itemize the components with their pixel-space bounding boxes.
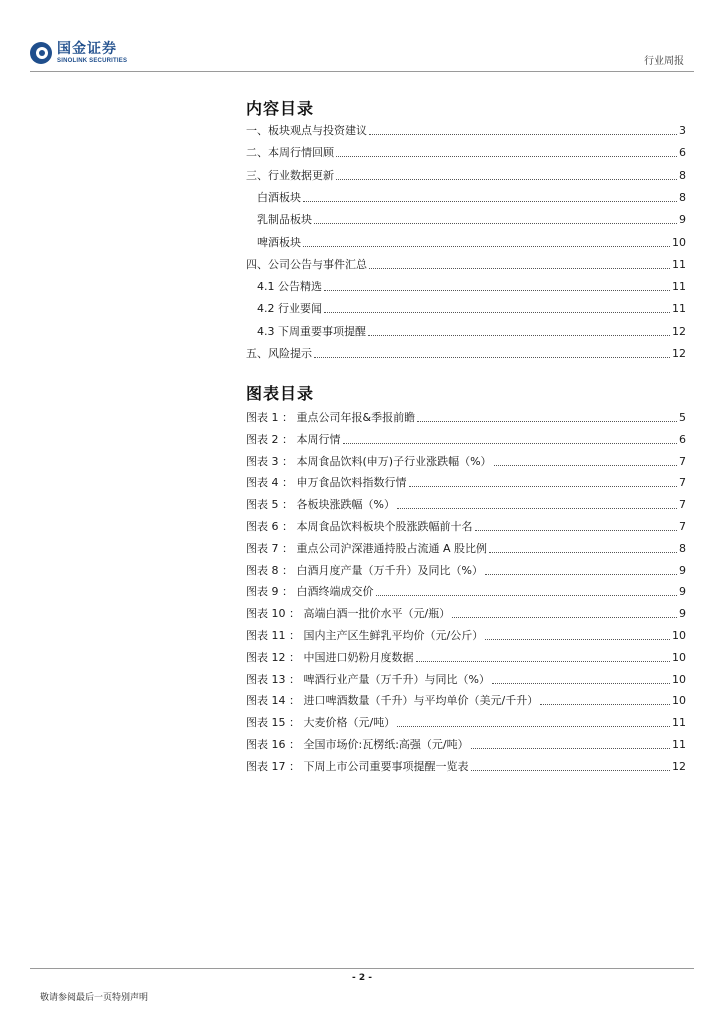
logo-chinese-name: 国金证券 — [57, 41, 117, 57]
logo-english-name: SINOLINK SECURITIES — [57, 58, 128, 64]
toc-entry[interactable] — [246, 563, 686, 579]
logo-icon — [30, 42, 52, 64]
dot-leader — [452, 616, 677, 618]
dot-leader — [485, 573, 677, 575]
dot-leader — [303, 200, 677, 202]
company-logo — [30, 38, 127, 68]
toc-entry-label: 4.2 行业要闻 — [257, 302, 322, 316]
dot-leader — [492, 682, 670, 684]
toc-entry[interactable] — [246, 301, 686, 317]
toc-entry-page: 10 — [672, 650, 686, 664]
toc-entry-label: 图表 14 ： 进口啤酒数量（千升）与平均单价（美元/千升） — [246, 694, 539, 708]
toc-entry-page: 9 — [679, 213, 686, 227]
toc-entry-page: 8 — [679, 190, 686, 204]
toc-entry[interactable] — [246, 497, 686, 513]
toc-entry-label: 图表 3 ： 本周食品饮料(申万)子行业涨跌幅（%） — [246, 454, 492, 468]
dot-leader — [369, 133, 677, 135]
dot-leader — [324, 311, 670, 313]
toc-entry-page: 9 — [679, 563, 686, 577]
toc-entry-page: 10 — [672, 694, 686, 708]
dot-leader — [475, 529, 678, 531]
toc-entry-label: 图表 9 ： 白酒终端成交价 — [246, 585, 374, 599]
toc-entry-label: 四、公司公告与事件汇总 — [246, 257, 367, 271]
toc-entry-label: 图表 1 ： 重点公司年报&季报前瞻 — [246, 411, 416, 424]
toc-entry-label: 图表 2 ： 本周行情 — [246, 432, 341, 446]
toc-entry-page: 10 — [672, 629, 686, 642]
dot-leader — [397, 507, 677, 509]
toc-entry-label: 图表 6 ： 本周食品饮料板块个股涨跌幅前十名 — [246, 520, 473, 533]
toc-entry-page: 6 — [679, 146, 686, 160]
toc-entry[interactable] — [246, 123, 686, 139]
toc-entry-page: 7 — [679, 476, 686, 490]
toc-entry[interactable] — [246, 737, 686, 753]
dot-leader — [314, 222, 677, 224]
dot-leader — [314, 356, 670, 358]
toc-entry-page: 11 — [672, 280, 686, 294]
dot-leader — [409, 485, 678, 487]
toc-entry-label: 图表 16 ： 全国市场价:瓦楞纸:高强（元/吨） — [246, 738, 469, 751]
toc-entry[interactable] — [246, 432, 686, 448]
toc-entry-label: 图表 7 ： 重点公司沪深港通持股占流通 A 股比例 — [246, 541, 488, 555]
toc-entry-page: 11 — [672, 738, 686, 751]
toc-entry-page: 3 — [679, 124, 686, 137]
toc-entry-label: 一、板块观点与投资建议 — [246, 124, 367, 137]
dot-leader — [397, 725, 670, 727]
toc-entry[interactable] — [246, 168, 686, 184]
dot-leader — [369, 267, 670, 269]
toc-entry-page: 7 — [679, 520, 686, 533]
toc-entry[interactable] — [246, 672, 686, 688]
dot-leader — [343, 442, 678, 444]
dot-leader — [303, 245, 670, 247]
footer-divider — [30, 968, 694, 969]
toc-entry-page: 5 — [679, 411, 686, 424]
dot-leader — [336, 178, 677, 180]
toc-entry[interactable] — [246, 212, 686, 228]
toc-entry[interactable] — [246, 410, 686, 426]
toc-entry[interactable] — [246, 759, 686, 775]
contents-title: 内容目录 — [246, 99, 315, 118]
toc-entry[interactable] — [246, 693, 686, 709]
toc-entry-label: 图表 4 ： 申万食品饮料指数行情 — [246, 476, 407, 490]
dot-leader — [540, 703, 670, 705]
toc-entry-label: 图表 5 ： 各板块涨跌幅（%） — [246, 498, 395, 512]
toc-entry[interactable] — [246, 584, 686, 600]
toc-entry[interactable] — [246, 519, 686, 535]
toc-entry-label: 图表 17 ： 下周上市公司重要事项提醒一览表 — [246, 759, 469, 773]
report-type: 行业周报 — [644, 56, 684, 67]
toc-entry-page: 12 — [672, 347, 686, 360]
toc-entry-page: 10 — [672, 672, 686, 686]
dot-leader — [376, 594, 678, 596]
figures-title: 图表目录 — [246, 384, 315, 403]
toc-entry[interactable] — [246, 454, 686, 470]
toc-entry-label: 五、风险提示 — [246, 347, 312, 360]
toc-entry[interactable] — [246, 628, 686, 644]
toc-entry-label: 4.3 下周重要事项提醒 — [257, 324, 366, 338]
toc-entry-label: 图表 8 ： 白酒月度产量（万千升）及同比（%） — [246, 563, 483, 577]
dot-leader — [485, 638, 670, 640]
disclaimer: 敬请参阅最后一页特别声明 — [40, 993, 149, 1003]
toc-entry-label: 图表 10 ： 高端白酒一批价水平（元/瓶） — [246, 607, 451, 621]
dot-leader — [336, 155, 677, 157]
toc-entry-label: 图表 15 ： 大麦价格（元/吨） — [246, 716, 396, 730]
toc-entry[interactable] — [246, 257, 686, 273]
dot-leader — [494, 464, 677, 466]
toc-entry-page: 9 — [679, 607, 686, 621]
dot-leader — [471, 747, 670, 749]
toc-entry-page: 7 — [679, 454, 686, 468]
toc-entry-page: 10 — [672, 235, 686, 249]
toc-entry-page: 11 — [672, 716, 686, 730]
toc-entry[interactable] — [246, 715, 686, 731]
toc-entry[interactable] — [246, 650, 686, 666]
dot-leader — [324, 289, 670, 291]
toc-entry[interactable] — [246, 346, 686, 362]
toc-entry[interactable] — [246, 475, 686, 491]
toc-entry-label: 图表 12 ： 中国进口奶粉月度数据 — [246, 650, 414, 664]
toc-entry[interactable] — [246, 279, 686, 295]
toc-entry-label: 图表 11 ： 国内主产区生鲜乳平均价（元/公斤） — [246, 629, 484, 642]
dot-leader — [368, 334, 670, 336]
toc-entry-page: 8 — [679, 168, 686, 182]
toc-entry-page: 7 — [679, 498, 686, 512]
toc-entry-page: 11 — [672, 257, 686, 271]
toc-entry-page: 12 — [672, 324, 686, 338]
page-number: - 2 - — [352, 973, 372, 983]
toc-entry-page: 12 — [672, 759, 686, 773]
toc-entry[interactable] — [246, 541, 686, 557]
dot-leader — [489, 551, 677, 553]
toc-entry[interactable] — [246, 190, 686, 206]
toc-entry[interactable] — [246, 235, 686, 251]
toc-entry-label: 4.1 公告精选 — [257, 280, 322, 294]
toc-entry-label: 图表 13 ： 啤酒行业产量（万千升）与同比（%） — [246, 672, 490, 686]
toc-entry-label: 乳制品板块 — [257, 213, 312, 227]
toc-entry-page: 6 — [679, 432, 686, 446]
toc-entry-page: 9 — [679, 585, 686, 599]
toc-entry[interactable] — [246, 606, 686, 622]
toc-entry[interactable] — [246, 145, 686, 161]
dot-leader — [417, 420, 677, 422]
page-header — [30, 38, 694, 68]
toc-entry-label: 三、行业数据更新 — [246, 168, 334, 182]
toc-entry-label: 白酒板块 — [257, 190, 301, 204]
toc-entry-page: 8 — [679, 541, 686, 555]
header-divider — [30, 71, 694, 72]
toc-entry-page: 11 — [672, 302, 686, 316]
dot-leader — [416, 660, 671, 662]
dot-leader — [471, 769, 671, 771]
toc-entry-label: 啤酒板块 — [257, 235, 301, 249]
toc-entry[interactable] — [246, 324, 686, 340]
toc-entry-label: 二、本周行情回顾 — [246, 146, 334, 160]
